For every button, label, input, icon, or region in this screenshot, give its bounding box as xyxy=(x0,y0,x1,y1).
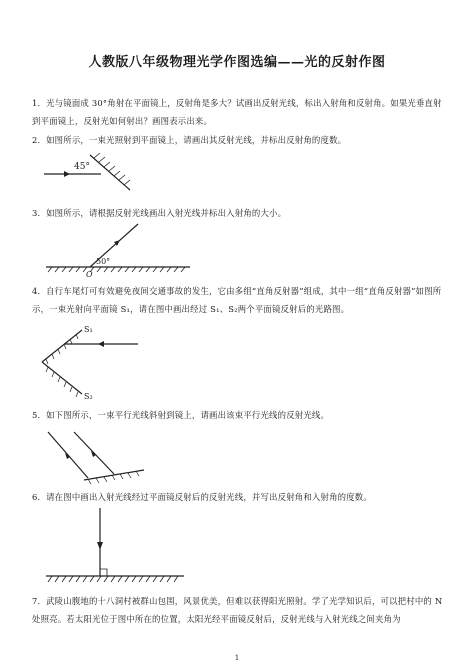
question-1: 1．光与镜面成 30°角射在平面镜上，反射角是多大？试画出反射光线，标出入射角和反射角。如果光垂直射到平面镜上，反射光如何射出？画图表示出来。 xyxy=(32,98,442,126)
question-5: 5．如下图所示，一束平行光线斜射到镜上，请画出该束平行光线的反射光线。 xyxy=(32,410,330,420)
angle-label: 50° xyxy=(96,257,111,266)
mirror-s1-label: S₁ xyxy=(84,325,93,334)
question-2: 2．如图所示，一束光照射到平面镜上，请画出其反射光线，并标出反射角的度数。 xyxy=(32,135,347,145)
figure-3 xyxy=(40,218,200,278)
figure-6 xyxy=(40,506,190,590)
figure-4 xyxy=(40,322,150,402)
angle-label: 45° xyxy=(74,162,90,172)
point-o-label: O xyxy=(86,270,93,278)
question-3: 3．如图所示，请根据反射光线画出入射光线并标出入射角的大小。 xyxy=(32,208,287,218)
question-6: 6．请在图中画出入射光线经过平面镜反射后的反射光线，并写出反射角和入射角的度数。 xyxy=(32,492,372,502)
page-title: 人教版八年级物理光学作图选编——光的反射作图 xyxy=(88,55,386,70)
question-7: 7．武陵山腹地的十八洞村被群山包围，风景优美，但难以获得阳光照射。学了光学知识后，可以把村中的 N 处照亮。若太阳光位于图中所在的位置，太阳光经平面镜反射后，反射光线与入射光线之间夹角为 xyxy=(32,596,443,624)
question-4: 4．自行车尾灯可有效避免夜间交通事故的发生，它由多组“直角反射器”组成，其中一组“直角反射器”如图所示，一束光射向平面镜 S₁，请在图中画出经过 S₁、S₂两个平面镜反射后的光路图。 xyxy=(32,286,442,314)
figure-5 xyxy=(40,428,170,484)
mirror-s2-label: S₂ xyxy=(84,392,93,401)
figure-2 xyxy=(40,150,150,195)
page-number: 1 xyxy=(234,654,240,662)
